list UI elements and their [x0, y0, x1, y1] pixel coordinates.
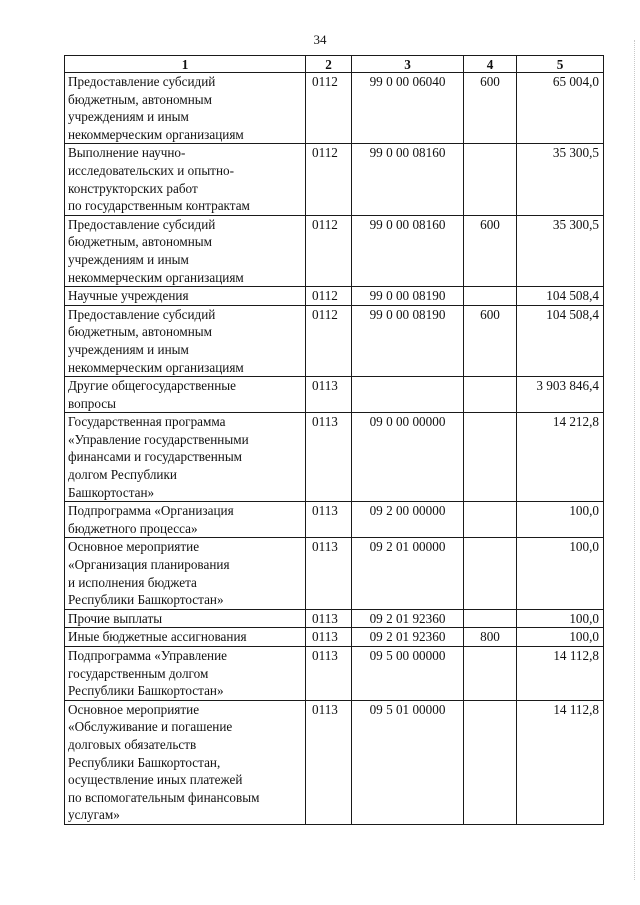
cell-section-code: 0113 — [306, 628, 352, 647]
header-col-1: 1 — [65, 56, 306, 73]
cell-expense-type — [464, 413, 517, 502]
budget-table — [64, 55, 604, 825]
cell-target-article: 09 5 01 00000 — [352, 700, 464, 824]
cell-target-article: 09 2 01 00000 — [352, 538, 464, 609]
cell-expense-type — [464, 609, 517, 628]
cell-target-article: 99 0 00 08190 — [352, 305, 464, 376]
cell-amount: 14 212,8 — [517, 413, 604, 502]
cell-amount: 100,0 — [517, 502, 604, 538]
cell-target-article: 09 2 01 92360 — [352, 609, 464, 628]
cell-amount: 100,0 — [517, 538, 604, 609]
cell-name: Основное мероприятие «Обслуживание и погашение долговых обязательств Республики Башкортостан, осуществление иных платежей по вспомогательным финансовым услугам» — [65, 700, 306, 824]
cell-name: Предоставление субсидий бюджетным, автономным учреждениям и иным некоммерческим организациям — [65, 215, 306, 286]
cell-section-code: 0113 — [306, 700, 352, 824]
table-row — [65, 215, 604, 286]
cell-amount: 100,0 — [517, 628, 604, 647]
cell-target-article: 99 0 00 08190 — [352, 287, 464, 306]
cell-target-article: 99 0 00 08160 — [352, 144, 464, 215]
table-row — [65, 502, 604, 538]
cell-expense-type: 600 — [464, 73, 517, 144]
cell-name: Предоставление субсидий бюджетным, автономным учреждениям и иным некоммерческим организациям — [65, 73, 306, 144]
cell-section-code: 0113 — [306, 647, 352, 701]
cell-target-article: 99 0 00 06040 — [352, 73, 464, 144]
cell-name: Прочие выплаты — [65, 609, 306, 628]
cell-target-article: 99 0 00 08160 — [352, 215, 464, 286]
table-row — [65, 609, 604, 628]
cell-amount: 100,0 — [517, 609, 604, 628]
cell-amount: 65 004,0 — [517, 73, 604, 144]
cell-section-code: 0112 — [306, 305, 352, 376]
cell-amount: 35 300,5 — [517, 215, 604, 286]
cell-name: Подпрограмма «Управление государственным долгом Республики Башкортостан» — [65, 647, 306, 701]
cell-expense-type — [464, 538, 517, 609]
cell-target-article: 09 2 01 92360 — [352, 628, 464, 647]
cell-section-code: 0113 — [306, 413, 352, 502]
cell-name: Другие общегосударственные вопросы — [65, 377, 306, 413]
table-row — [65, 287, 604, 306]
cell-expense-type — [464, 700, 517, 824]
cell-expense-type — [464, 144, 517, 215]
table-row — [65, 413, 604, 502]
cell-expense-type — [464, 502, 517, 538]
table-row — [65, 305, 604, 376]
header-col-4: 4 — [464, 56, 517, 73]
cell-target-article — [352, 377, 464, 413]
cell-amount: 14 112,8 — [517, 700, 604, 824]
cell-expense-type: 600 — [464, 215, 517, 286]
cell-expense-type: 600 — [464, 305, 517, 376]
header-col-3: 3 — [352, 56, 464, 73]
page-number: 34 — [313, 32, 327, 47]
header-row — [65, 56, 604, 73]
cell-section-code: 0113 — [306, 609, 352, 628]
cell-expense-type — [464, 377, 517, 413]
cell-section-code: 0112 — [306, 73, 352, 144]
cell-section-code: 0112 — [306, 144, 352, 215]
cell-name: Выполнение научно- исследовательских и опытно- конструкторских работ по государственным контрактам — [65, 144, 306, 215]
cell-expense-type: 800 — [464, 628, 517, 647]
cell-section-code: 0113 — [306, 538, 352, 609]
table-row — [65, 377, 604, 413]
header-col-5: 5 — [517, 56, 604, 73]
cell-target-article: 09 5 00 00000 — [352, 647, 464, 701]
cell-amount: 14 112,8 — [517, 647, 604, 701]
table-row — [65, 73, 604, 144]
scan-edge-mark — [634, 40, 636, 880]
cell-expense-type — [464, 287, 517, 306]
cell-name: Иные бюджетные ассигнования — [65, 628, 306, 647]
header-col-2: 2 — [306, 56, 352, 73]
cell-amount: 104 508,4 — [517, 305, 604, 376]
table-row — [65, 144, 604, 215]
cell-name: Предоставление субсидий бюджетным, автономным учреждениям и иным некоммерческим организациям — [65, 305, 306, 376]
table-row — [65, 700, 604, 824]
cell-section-code: 0112 — [306, 287, 352, 306]
table-row — [65, 647, 604, 701]
table-row — [65, 628, 604, 647]
table-row — [65, 538, 604, 609]
cell-name: Основное мероприятие «Организация планирования и исполнения бюджета Республики Башкортостан» — [65, 538, 306, 609]
cell-target-article: 09 0 00 00000 — [352, 413, 464, 502]
table-body — [65, 73, 604, 825]
cell-expense-type — [464, 647, 517, 701]
cell-name: Подпрограмма «Организация бюджетного процесса» — [65, 502, 306, 538]
cell-target-article: 09 2 00 00000 — [352, 502, 464, 538]
cell-amount: 104 508,4 — [517, 287, 604, 306]
cell-name: Государственная программа «Управление государственными финансами и государственным долгом Республики Башкортостан» — [65, 413, 306, 502]
cell-name: Научные учреждения — [65, 287, 306, 306]
cell-section-code: 0112 — [306, 215, 352, 286]
cell-amount: 35 300,5 — [517, 144, 604, 215]
cell-section-code: 0113 — [306, 377, 352, 413]
cell-amount: 3 903 846,4 — [517, 377, 604, 413]
cell-section-code: 0113 — [306, 502, 352, 538]
